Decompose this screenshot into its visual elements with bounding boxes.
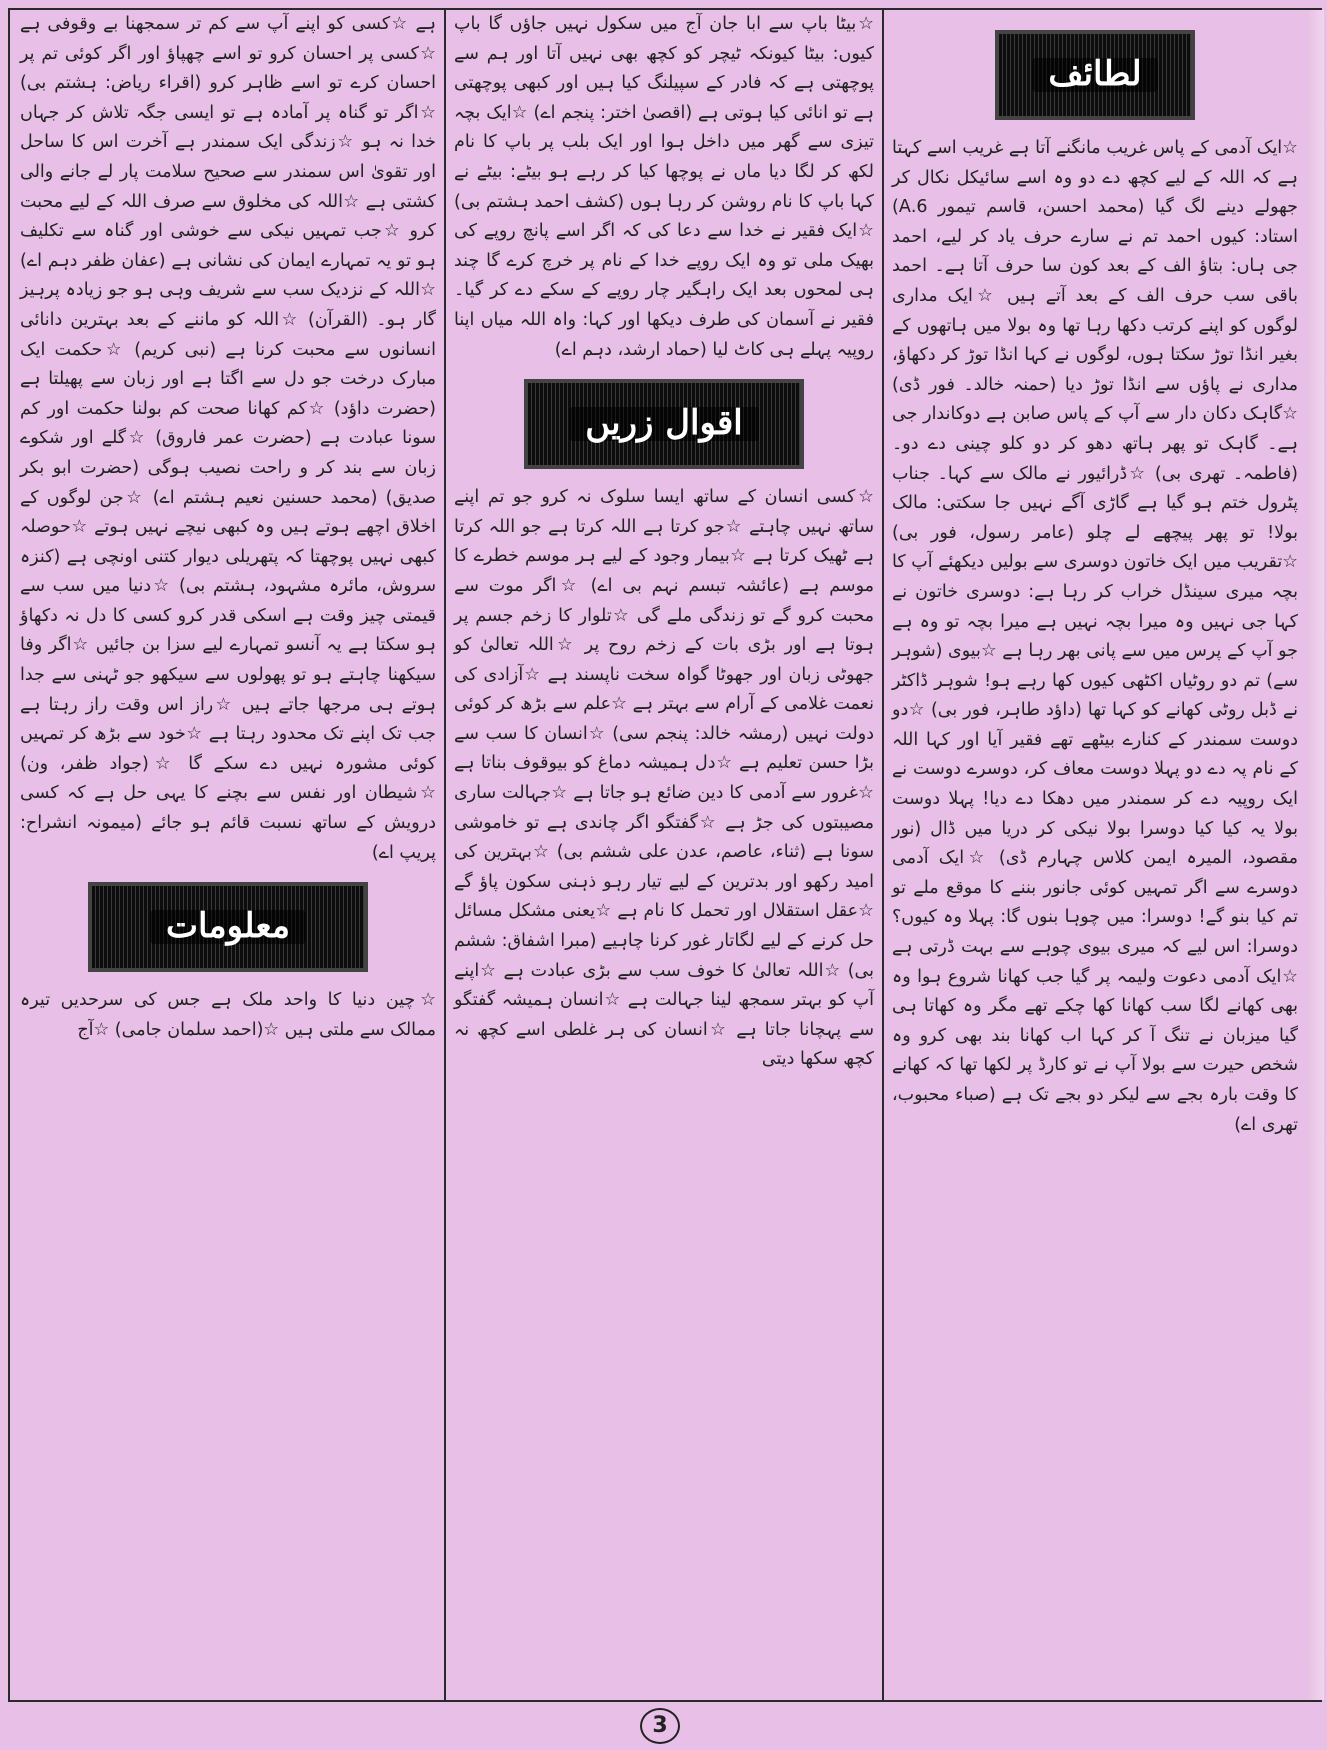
heading-jokes: لطائف [1032, 58, 1157, 92]
heading-information-banner [88, 882, 368, 972]
information-text: ☆چین دنیا کا واحد ملک ہے جس کی سرحدیں تیرہ ممالک سے ملتی ہیں ☆(احمد سلمان جامی) ☆آج [20, 990, 436, 1040]
page-number: 3 [640, 1708, 680, 1744]
heading-sayings-banner [524, 379, 804, 469]
column-jokes [884, 10, 1306, 1700]
heading-information: معلومات [150, 910, 306, 944]
jokes-text: ☆ایک آدمی کے پاس غریب مانگنے آتا ہے غریب اسے کہتا ہے کہ اللہ کے لیے کچھ دے دو وہ اسے سائیکل نکال کر جھولے دینے لگ گیا (محمد احسن، قاسم تیمور 6.A) استاد: کیوں احمد تم نے سارے حرف یاد کر لیے، احمد جی ہاں: بتاؤ الف کے بعد کون سا حرف آتا ہے۔ احمد باقی سب حرف الف کے بعد آتے ہیں ☆ایک مداری لوگوں کو اپنے کرتب دکھا رہا تھا وہ بولا میں ہاتھوں کے بغیر انڈا توڑ سکتا ہوں، لوگوں نے کہا انڈا توڑ کر دکھاؤ، مداری نے پاؤں سے انڈا توڑ دیا (حمنہ خالد۔ فور ڈی) ☆گاہک دکان دار سے آپ کے پاس صابن ہے دوکاندار جی ہے۔ گاہک تو پھر ہاتھ دھو کر دو کلو چینی دے دو۔ (فاطمہ۔ تھری بی) ☆ڈرائیور نے مالک سے کہا۔ جناب پٹرول ختم ہو گیا ہے گاڑی آگے نہیں جا سکتی: مالک بولا! تو پھر پیچھے لے چلو (عامر رسول، فور بی) ☆تقریب میں ایک خاتون دوسری سے بولیں دیکھئے آپ کا بچہ میری سینڈل خراب کر رہا ہے: دوسری خاتون نے کہا جی نہیں وہ میرا بچہ نہیں ہے میرا بچہ تو وہ ہے جو آپ کے پرس میں سے پانی بھر رہا ہے ☆بیوی (شوہر سے) تم دو روٹیاں اکٹھی کیوں کھا رہے ہو! شوہر ڈاکٹر نے ڈبل روٹی کھانے کو کہا تھا (داؤد طاہر، فور بی) ☆دو دوست سمندر کے کنارے بیٹھے تھے فقیر آیا اور کہا اللہ کے نام پہ دے دو پہلا دوست معاف کر، دوسرے دوست نے ایک روپیہ دے کر سمندر میں دھکا دے دیا! پہلا دوست بولا یہ کیا کیا دوسرا بولا نیکی کر دریا میں ڈال (نور مقصود، المیرہ ایمن کلاس چہارم ڈی) ☆ایک آدمی دوسرے سے اگر تمہیں کوئی جانور بننے کا موقع ملے تو تم کیا بنو گے! دوسرا: میں چوہا بنوں گا: پہلا وہ کیوں؟ دوسرا: اس لیے کہ میری بیوی چوہے سے بہت ڈرتی ہے ☆ایک آدمی دعوت ولیمہ پر گیا جب کھانا شروع ہوا وہ بھی کھانے لگا سب کھانا کھا چکے تھے مگر وہ کھاتا ہی گیا میزبان نے تنگ آ کر کہا اب کھانا بند بھی کرو وہ شخص حیرت سے بولا آپ نے تو کارڈ پر لکھا تھا کہ کھانے کا وقت بارہ بجے سے لیکر دو بجے تک ہے (صباء محبوب، تھری اے) [892, 138, 1298, 1135]
jokes-continued-text: ☆بیٹا باپ سے ابا جان آج میں سکول نہیں جاؤں گا باپ کیوں: بیٹا کیونکہ ٹیچر کو کچھ بھی نہیں آتا اور ہم سے پوچھتی ہے کہ فادر کے سپیلنگ کیا ہیں اور کبھی پوچھتی ہے تو انائی کیا ہوتی ہے (اقصیٰ اختر: پنجم اے) ☆ایک بچہ تیزی سے گھر میں داخل ہوا اور ایک بلب پر باپ کا نام لکھ کر لگا دیا ماں نے پوچھا کیا کر رہے ہو بیٹے: بیٹے نے کہا باپ کا نام روشن کر رہا ہوں (کشف احمد ہشتم بی) ☆ایک فقیر نے خدا سے دعا کی کہ اگر اسے پانچ روپے کی بھیک ملی تو وہ ایک روپے خدا کے نام پر خرچ کرے گا چند ہی لمحوں بعد ایک راہگیر چار روپے کے سکے دے کر گیا۔ فقیر نے آسمان کی طرف دیکھا اور کہا: واہ اللہ میاں اپنا روپیہ پہلے ہی کاٹ لیا (حماد ارشد، دہم اے) [454, 14, 874, 360]
column-sayings [444, 10, 884, 1700]
heading-sayings: اقوال زریں [569, 407, 758, 441]
page-edge [1308, 10, 1324, 1700]
column-information [12, 10, 444, 1700]
heading-jokes-banner [995, 30, 1195, 120]
sayings-continued-text: ہے ☆کسی کو اپنے آپ سے کم تر سمجھنا بے وقوفی ہے ☆کسی پر احسان کرو تو اسے چھپاؤ اور اگر کوئی تم پر احسان کرے تو اسے ظاہر کرو (اقراء ریاض: ہشتم بی) ☆اگر تو گناہ پر آمادہ ہے تو ایسی جگہ تلاش کر جہاں خدا نہ ہو ☆زندگی ایک سمندر ہے آخرت اس کا ساحل اور تقویٰ اس سمندر سے صحیح سلامت پار لے جانے والی کشتی ہے ☆اللہ کی مخلوق سے صرف اللہ کے لیے محبت کرو ☆جب تمہیں نیکی سے خوشی اور گناہ سے تکلیف ہو تو یہ تمہارے ایمان کی نشانی ہے (عفان ظفر دہم اے) ☆اللہ کے نزدیک سب سے شریف وہی ہو جو زیادہ پرہیز گار ہو۔ (القرآن) ☆اللہ کو ماننے کے بعد بہترین دانائی انسانوں سے محبت کرنا ہے (نبی کریم) ☆حکمت ایک مبارک درخت جو دل سے اگتا ہے اور زبان سے پھیلتا ہے (حضرت داؤد) ☆کم کھانا صحت کم بولنا حکمت اور کم سونا عبادت ہے (حضرت عمر فاروق) ☆گلے اور شکوے زبان سے بند کر و راحت نصیب ہوگی (حضرت ابو بکر صدیق) (محمد حسنین نعیم ہشتم اے) ☆جن لوگوں کے اخلاق اچھے ہوتے ہیں وہ کبھی نیچے نہیں ہوتے ☆حوصلہ کبھی نہیں پوچھتا کہ پتھریلی دیوار کتنی اونچی ہے (کنزہ سروش، مائرہ مشہود، ہشتم بی) ☆دنیا میں سب سے قیمتی چیز وقت ہے اسکی قدر کرو کسی کا دل نہ دکھاؤ ہو سکتا ہے یہ آنسو تمہارے لیے سزا بن جائیں ☆اگر وفا سیکھنا چاہتے ہو تو پھولوں سے سیکھو جو ٹہنی سے جدا ہوتے ہی مرجھا جاتے ہیں ☆راز اس وقت راز رہتا ہے جب تک اپنے تک محدود رہتا ہے ☆خود سے بڑھ کر تمہیں کوئی مشورہ نہیں دے سکے گا ☆(جواد ظفر، ون) ☆شیطان اور نفس سے بچنے کا یہی حل ہے کہ کسی درویش کے ساتھ نسبت قائم ہو جائے (میمونہ انشراح: پریپ اے) [20, 14, 436, 863]
sayings-text: ☆کسی انسان کے ساتھ ایسا سلوک نہ کرو جو تم اپنے ساتھ نہیں چاہتے ☆جو کرتا ہے اللہ کرتا ہے جو اللہ کرتا ہے ٹھیک کرتا ہے ☆بیمار وجود کے لیے ہر موسم خطرے کا موسم ہے (عائشہ تبسم نہم بی اے) ☆اگر موت سے محبت کرو گے تو زندگی ملے گی ☆تلوار کا زخم جسم پر ہوتا ہے اور بڑی بات کے زخم روح پر ☆اللہ تعالیٰ کو جھوٹی زبان اور جھوٹا گواہ سخت ناپسند ہے ☆آزادی کی نعمت غلامی کے آرام سے بہتر ہے ☆علم سے بڑھ کر کوئی دولت نہیں (رمشہ خالد: پنجم سی) ☆انسان کا سب سے بڑا حسن تعلیم ہے ☆دل ہمیشہ دماغ کو بیوقوف بناتا ہے ☆غرور سے آدمی کا دین ضائع ہو جاتا ہے ☆جہالت ساری مصیبتوں کی جڑ ہے ☆گفتگو اگر چاندی ہے تو خاموشی سونا ہے (ثناء، عاصم، عدن علی ششم بی) ☆بہترین کی امید رکھو اور بدترین کے لیے تیار رہو ذہنی سکون پاؤ گے ☆عقل استقلال اور تحمل کا نام ہے ☆یعنی مشکل مسائل حل کرنے کے لیے لگاتار غور کرنا چاہیے (مبرا اشفاق: ششم بی) ☆اللہ تعالیٰ کا خوف سب سے بڑی عبادت ہے ☆اپنے آپ کو بہتر سمجھ لینا جہالت ہے ☆انسان ہمیشہ گفتگو سے پہچانا جاتا ہے ☆انسان کی ہر غلطی اسے کچھ نہ کچھ سکھا دیتی [454, 487, 874, 1070]
